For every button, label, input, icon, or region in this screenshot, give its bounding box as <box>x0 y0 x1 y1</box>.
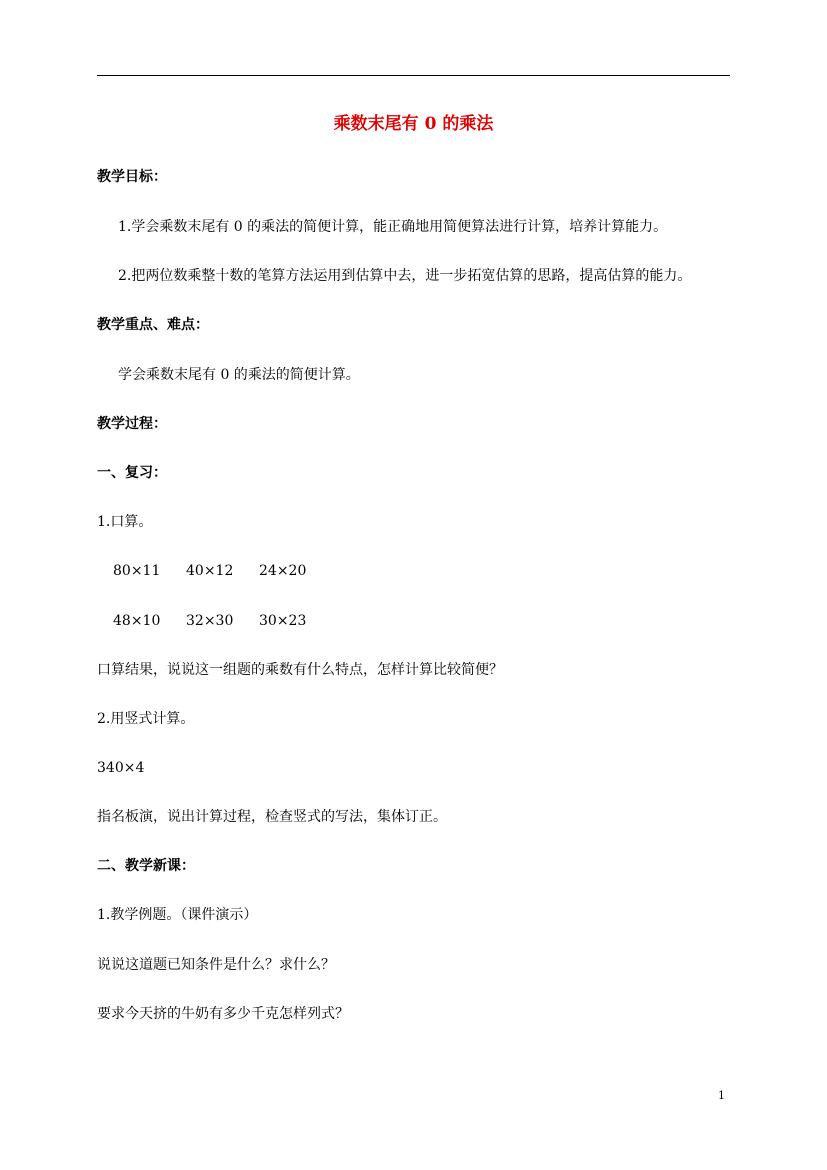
review-heading: 一、复习： <box>97 465 167 481</box>
oral-calc-question: 口算结果，说说这一组题的乘数有什么特点，怎样计算比较简便？ <box>97 662 503 678</box>
objectives-heading: 教学目标： <box>97 169 167 185</box>
math-item: 30×23 <box>259 613 307 629</box>
header-rule <box>97 75 730 76</box>
math-item: 32×30 <box>186 613 234 629</box>
objective-item-2: 2.把两位数乘整十数的笔算方法运用到估算中去，进一步拓宽估算的思路，提高估算的能力。 <box>118 268 692 284</box>
key-points-text: 学会乘数末尾有 0 的乘法的简便计算。 <box>118 367 360 383</box>
vertical-calc-problem: 340×4 <box>97 760 145 776</box>
question-1: 说说这道题已知条件是什么？求什么？ <box>97 957 335 973</box>
key-points-heading: 教学重点、难点： <box>97 317 209 333</box>
objective-item-1: 1.学会乘数末尾有 0 的乘法的简便计算，能正确地用简便算法进行计算，培养计算能力。 <box>118 219 668 235</box>
new-lesson-heading: 二、教学新课： <box>97 858 195 874</box>
math-item: 48×10 <box>113 613 161 629</box>
process-heading: 教学过程： <box>97 416 167 432</box>
oral-calc-label: 1.口算。 <box>97 514 153 530</box>
question-2: 要求今天挤的牛奶有多少千克怎样列式？ <box>97 1006 349 1022</box>
oral-calc-row-1 <box>113 562 332 580</box>
document-title: 乘数末尾有 0 的乘法 <box>333 114 494 134</box>
math-item: 24×20 <box>259 563 307 579</box>
vertical-calc-label: 2.用竖式计算。 <box>97 711 195 727</box>
oral-calc-row-2 <box>113 612 332 630</box>
page-number: 1 <box>718 1089 725 1102</box>
example-label: 1.教学例题。（课件演示） <box>97 907 258 923</box>
vertical-calc-note: 指名板演，说出计算过程，检查竖式的写法，集体订正。 <box>97 809 447 825</box>
math-item: 80×11 <box>113 563 161 579</box>
math-item: 40×12 <box>186 563 234 579</box>
